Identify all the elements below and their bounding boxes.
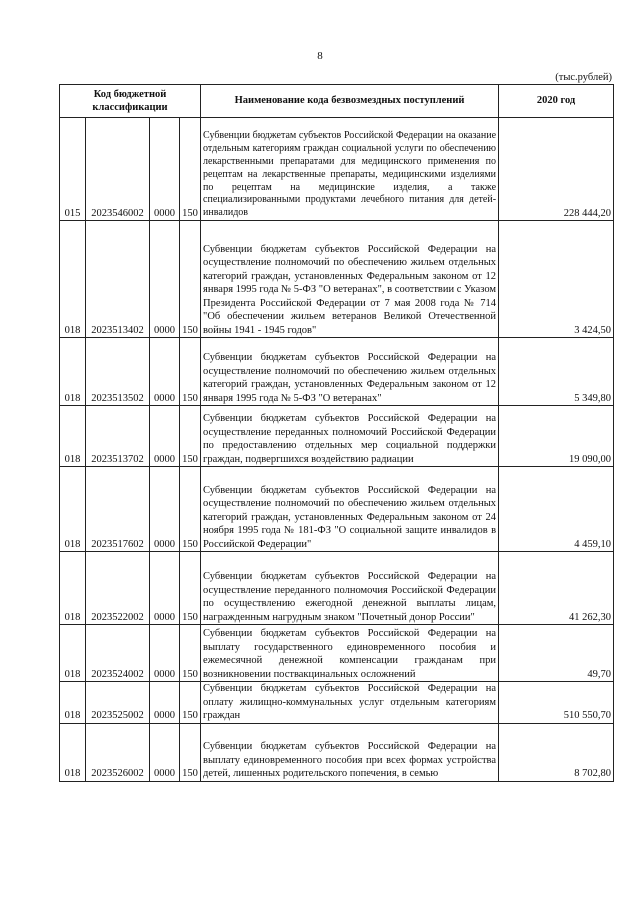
income-name: Субвенции бюджетам субъектов Российской Федерации на оплату жилищно-коммунальных услуг отдельным категориям граждан [201,682,499,724]
budget-code: 2023513502 [86,338,150,406]
table-row [60,625,614,682]
sub-code: 0000 [150,338,180,406]
budget-code: 2023526002 [86,723,150,781]
income-name: Субвенции бюджетам субъектов Российской Федерации на осуществление полномочий по обеспечению жильем отдельных категорий граждан, установленных Федеральным законом от 12 января 1995 года № 5-ФЗ "О ветеранах" [201,338,499,406]
sub-code: 0000 [150,552,180,625]
kosgu-code: 150 [180,625,201,682]
kosgu-code: 150 [180,682,201,724]
amount-2020: 4 459,10 [499,467,614,552]
income-name: Субвенции бюджетам субъектов Российской Федерации на оказание отдельным категориям граждан социальной услуги по обеспечению лекарственными препаратами для медицинского применения по рецептам на лекарственные препараты, медицинскими изделиями по рецептам на медицинские изделия, а также специализированными продуктами лечебного питания для детей-инвалидов [201,118,499,221]
page-number: 8 [317,50,323,62]
income-name: Субвенции бюджетам субъектов Российской Федерации на выплату государственного единовременного пособия и ежемесячной денежной компенсации гражданам при возникновении поствакцинальных осложнений [201,625,499,682]
table-row [60,221,614,338]
sub-code: 0000 [150,221,180,338]
admin-code: 018 [60,625,86,682]
budget-code: 2023513702 [86,406,150,467]
budget-code: 2023513402 [86,221,150,338]
units-label: (тыс.рублей) [555,72,612,83]
admin-code: 018 [60,552,86,625]
admin-code: 018 [60,723,86,781]
budget-code: 2023522002 [86,552,150,625]
kosgu-code: 150 [180,723,201,781]
kosgu-code: 150 [180,467,201,552]
kosgu-code: 150 [180,406,201,467]
sub-code: 0000 [150,467,180,552]
kosgu-code: 150 [180,552,201,625]
budget-code: 2023517602 [86,467,150,552]
header-year: 2020 год [499,85,614,118]
header-code: Код бюджетной классификации [60,85,201,118]
kosgu-code: 150 [180,118,201,221]
income-name: Субвенции бюджетам субъектов Российской Федерации на выплату единовременного пособия при всех формах устройства детей, лишенных родительского попечения, в семью [201,723,499,781]
admin-code: 018 [60,467,86,552]
table-row [60,406,614,467]
table-row [60,467,614,552]
admin-code: 018 [60,221,86,338]
admin-code: 018 [60,406,86,467]
table-row [60,682,614,724]
amount-2020: 228 444,20 [499,118,614,221]
amount-2020: 8 702,80 [499,723,614,781]
amount-2020: 3 424,50 [499,221,614,338]
table-row [60,338,614,406]
sub-code: 0000 [150,723,180,781]
kosgu-code: 150 [180,221,201,338]
income-name: Субвенции бюджетам субъектов Российской Федерации на осуществление переданного полномочия Российской Федерации по осуществлению ежегодной денежной выплаты лицам, награжденным нагрудным знаком "Почетный донор России" [201,552,499,625]
table-row [60,552,614,625]
admin-code: 015 [60,118,86,221]
sub-code: 0000 [150,625,180,682]
table-row [60,723,614,781]
sub-code: 0000 [150,406,180,467]
amount-2020: 19 090,00 [499,406,614,467]
amount-2020: 41 262,30 [499,552,614,625]
kosgu-code: 150 [180,338,201,406]
budget-table [59,84,614,782]
budget-code: 2023524002 [86,625,150,682]
amount-2020: 49,70 [499,625,614,682]
income-name: Субвенции бюджетам субъектов Российской Федерации на осуществление полномочий по обеспечению жильем отдельных категорий граждан, установленных Федеральным законом от 12 января 1995 года № 5-ФЗ "О ветеранах", в соответствии с Указом Президента Российской Федерации от 7 мая 2008 года № 714 "Об обеспечении жильем ветеранов Великой Отечественной войны 1941 - 1945 годов" [201,221,499,338]
income-name: Субвенции бюджетам субъектов Российской Федерации на осуществление переданных полномочий Российской Федерации по предоставлению отдельных мер социальной поддержки граждан, подвергшихся воздействию радиации [201,406,499,467]
admin-code: 018 [60,338,86,406]
amount-2020: 5 349,80 [499,338,614,406]
amount-2020: 510 550,70 [499,682,614,724]
table-row [60,118,614,221]
budget-code: 2023546002 [86,118,150,221]
header-name: Наименование кода безвозмездных поступлений [201,85,499,118]
budget-code: 2023525002 [86,682,150,724]
income-name: Субвенции бюджетам субъектов Российской Федерации на осуществление полномочий по обеспечению жильем отдельных категорий граждан, установленных Федеральным законом от 24 ноября 1995 года № 181-ФЗ "О социальной защите инвалидов в Российской Федерации" [201,467,499,552]
admin-code: 018 [60,682,86,724]
header-row [60,85,614,118]
sub-code: 0000 [150,118,180,221]
sub-code: 0000 [150,682,180,724]
